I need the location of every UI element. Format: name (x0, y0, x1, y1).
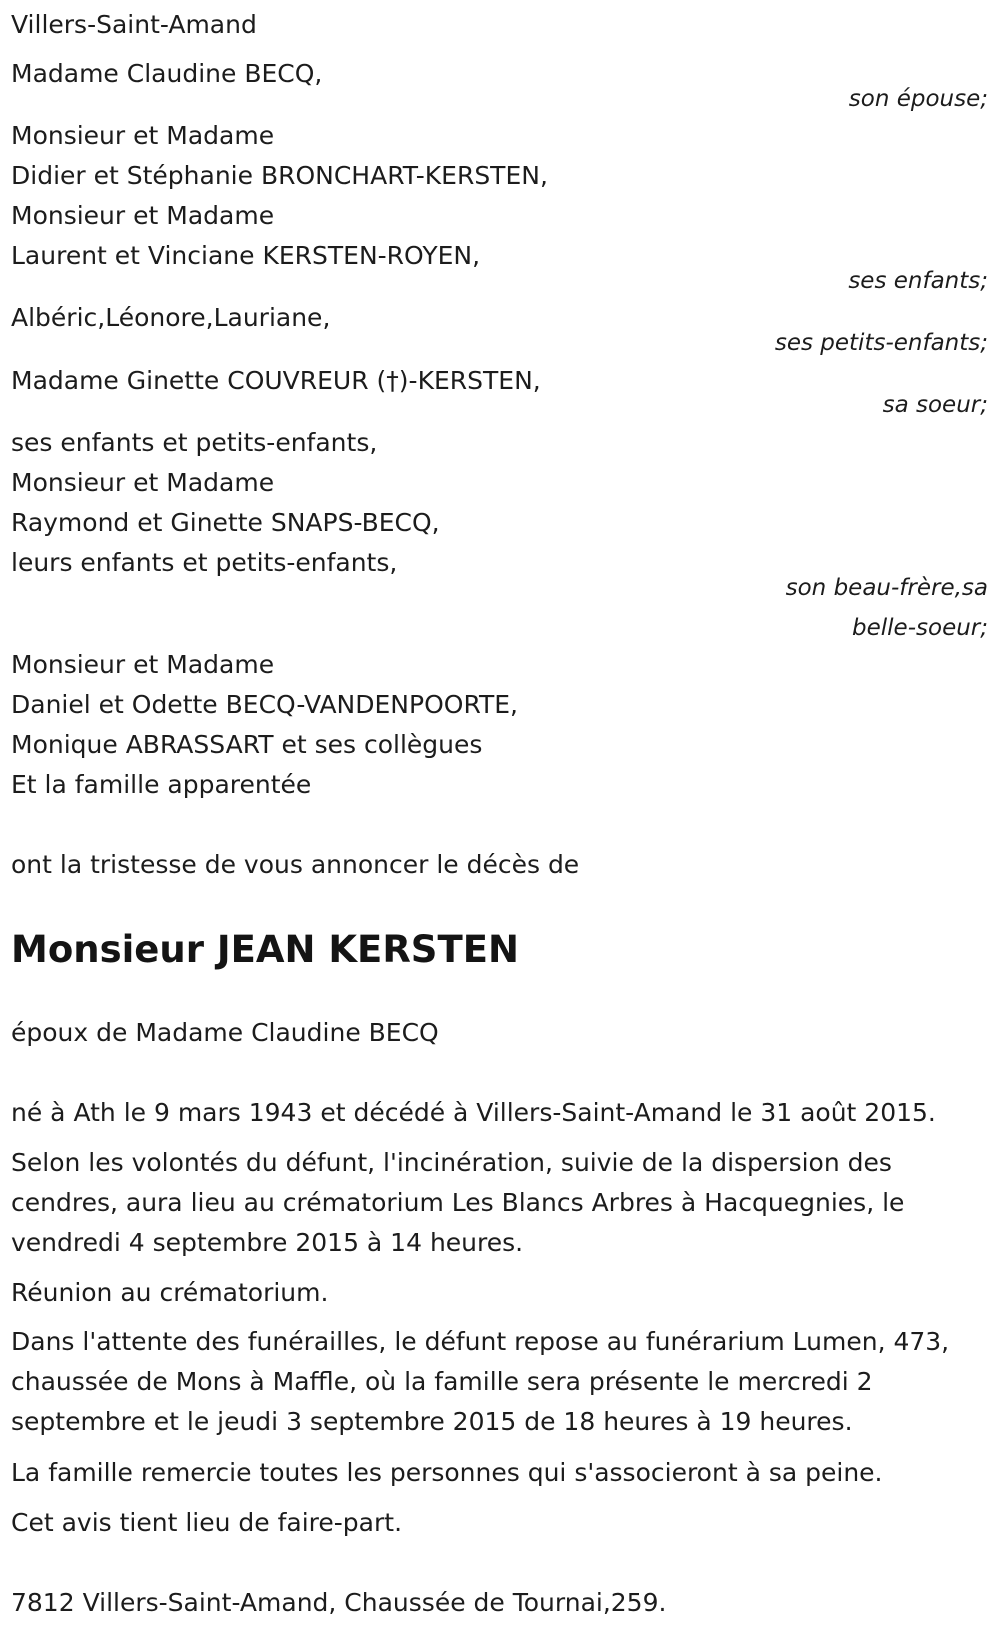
family-line: Monsieur et Madame (11, 468, 275, 497)
notice-line: Cet avis tient lieu de faire-part. (11, 1508, 403, 1537)
reunion-line: Réunion au crématorium. (11, 1278, 329, 1307)
family-line: Monsieur et Madame (11, 201, 275, 230)
family-line: Raymond et Ginette SNAPS-BECQ, (11, 508, 440, 537)
family-role: ses petits-enfants; (774, 330, 988, 356)
ceremony-paragraph: Selon les volontés du défunt, l'incinération, suivie de la dispersion des cendres, aura lieu au crématorium Les Blancs Arbres à Hacquegnies, le vendredi 4 septembre 2015 à 14 heures. (11, 1148, 905, 1257)
family-line: Monsieur et Madame (11, 121, 275, 150)
family-line: ses enfants et petits-enfants, (11, 428, 378, 457)
family-role: ses enfants; (848, 268, 988, 294)
family-role: son beau-frère,sa (785, 575, 988, 601)
footer-address: 7812 Villers-Saint-Amand, Chaussée de Tournai,259. (11, 1588, 667, 1617)
family-line: Madame Claudine BECQ, (11, 59, 323, 88)
birth-death-line: né à Ath le 9 mars 1943 et décédé à Villers-Saint-Amand le 31 août 2015. (11, 1098, 936, 1127)
family-line: Monsieur et Madame (11, 650, 275, 679)
family-line: leurs enfants et petits-enfants, (11, 548, 398, 577)
family-line: Albéric,Léonore,Lauriane, (11, 303, 331, 332)
family-role: son épouse; (848, 86, 988, 112)
thanks-line: La famille remercie toutes les personnes qui s'associeront à sa peine. (11, 1458, 883, 1487)
deceased-name: Monsieur JEAN KERSTEN (11, 928, 519, 971)
family-line: Monique ABRASSART et ses collègues (11, 730, 483, 759)
spouse-line: époux de Madame Claudine BECQ (11, 1018, 439, 1047)
announcement-intro: ont la tristesse de vous annoncer le décès de (11, 850, 580, 879)
family-line: Laurent et Vinciane KERSTEN-ROYEN, (11, 241, 481, 270)
visitation-paragraph: Dans l'attente des funérailles, le défunt repose au funérarium Lumen, 473, chaussée de Mons à Maffle, où la famille sera présente le mercredi 2 septembre et le jeudi 3 septembre 2015 de 18 heures à 19 heures. (11, 1327, 950, 1436)
family-role: belle-soeur; (852, 615, 988, 641)
family-line: Et la famille apparentée (11, 770, 312, 799)
location-header: Villers-Saint-Amand (11, 10, 257, 39)
family-line: Didier et Stéphanie BRONCHART-KERSTEN, (11, 161, 548, 190)
family-line: Daniel et Odette BECQ-VANDENPOORTE, (11, 690, 519, 719)
family-role: sa soeur; (882, 392, 988, 418)
family-line: Madame Ginette COUVREUR (†)-KERSTEN, (11, 366, 541, 395)
